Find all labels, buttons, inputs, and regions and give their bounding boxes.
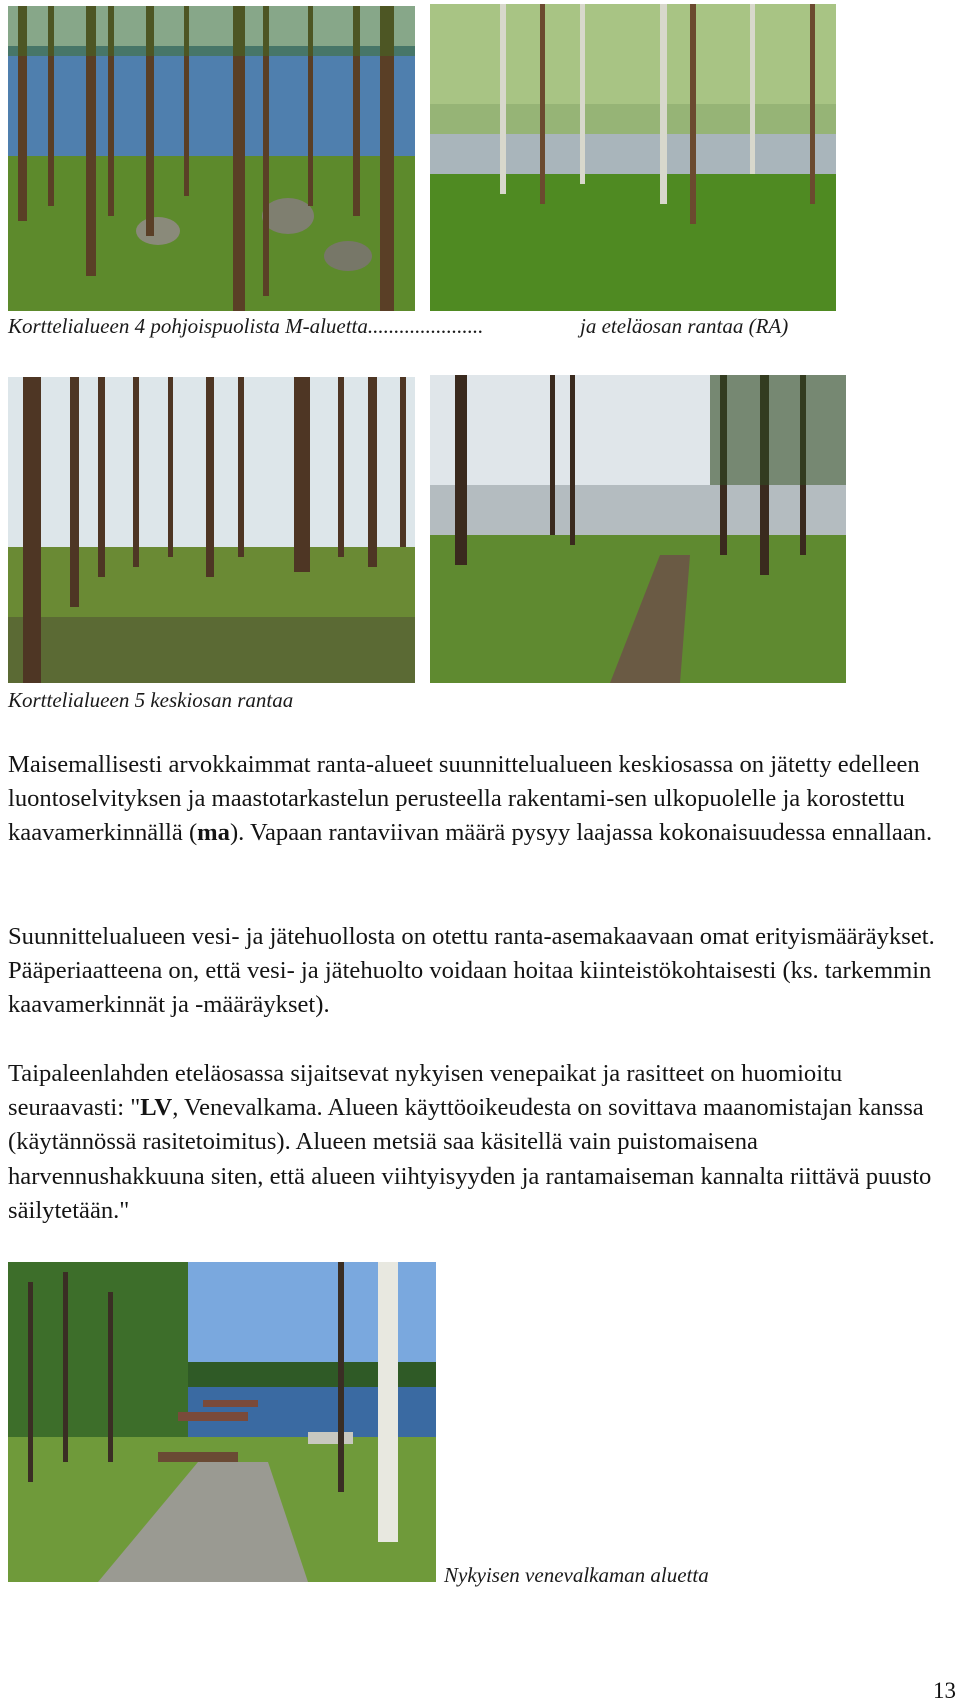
bold-ma: ma <box>197 819 230 847</box>
photo-pine-forest <box>8 377 415 683</box>
bold-lv: LV <box>140 1094 173 1122</box>
photo-forest-boulders <box>8 6 415 311</box>
photo-birch-shore <box>430 4 836 311</box>
photo-boat-landing <box>8 1262 436 1582</box>
paragraph-3: Taipaleenlahden eteläosassa sijaitsevat nykyisen venepaikat ja rasitteet on huomioitu seuraavasti: "LV, Venevalkama. Alueen käyttöoikeudesta on sovittava maanomistajan kanssa (käytännössä rasitetoimitus). Alueen metsiä saa käsitellä vain puistomaisena harvennushakkuuna siten, että alueen viihtyisyyden ja rantamaiseman kannalta riittävä puusto säilytetään." <box>8 1060 932 1224</box>
caption-boat: Nykyisen venevalkaman aluetta <box>444 1563 709 1587</box>
caption-row2: Korttelialueen 5 keskiosan rantaa <box>8 688 294 712</box>
paragraph-2: Suunnittelualueen vesi- ja jätehuollosta on otettu ranta-asemakaavaan omat erityismääräykset. Pääperiaatteena on, että vesi- ja jätehuolto voidaan hoitaa kiinteistökohtaisesti (ks. tarkemmin kaavamerkinnät ja -määräykset). <box>8 923 935 1019</box>
caption-row1-right: ja eteläosan rantaa (RA) <box>580 314 789 338</box>
caption-row1-left: Korttelialueen 4 pohjoispuolista M-aluetta...................... <box>8 314 484 338</box>
page-number: 13 <box>933 1678 956 1703</box>
paragraph-1: Maisemallisesti arvokkaimmat ranta-alueet suunnittelualueen keskiosassa on jätetty edelleen luontoselvityksen ja maastotarkastelun perusteella rakentami-sen ulkopuolelle ja korostettu kaavamerkinnällä (ma). Vapaan rantaviivan määrä pysyy laajassa kokonaisuudessa ennallaan. <box>8 751 933 847</box>
photo-shore-path <box>430 375 846 683</box>
